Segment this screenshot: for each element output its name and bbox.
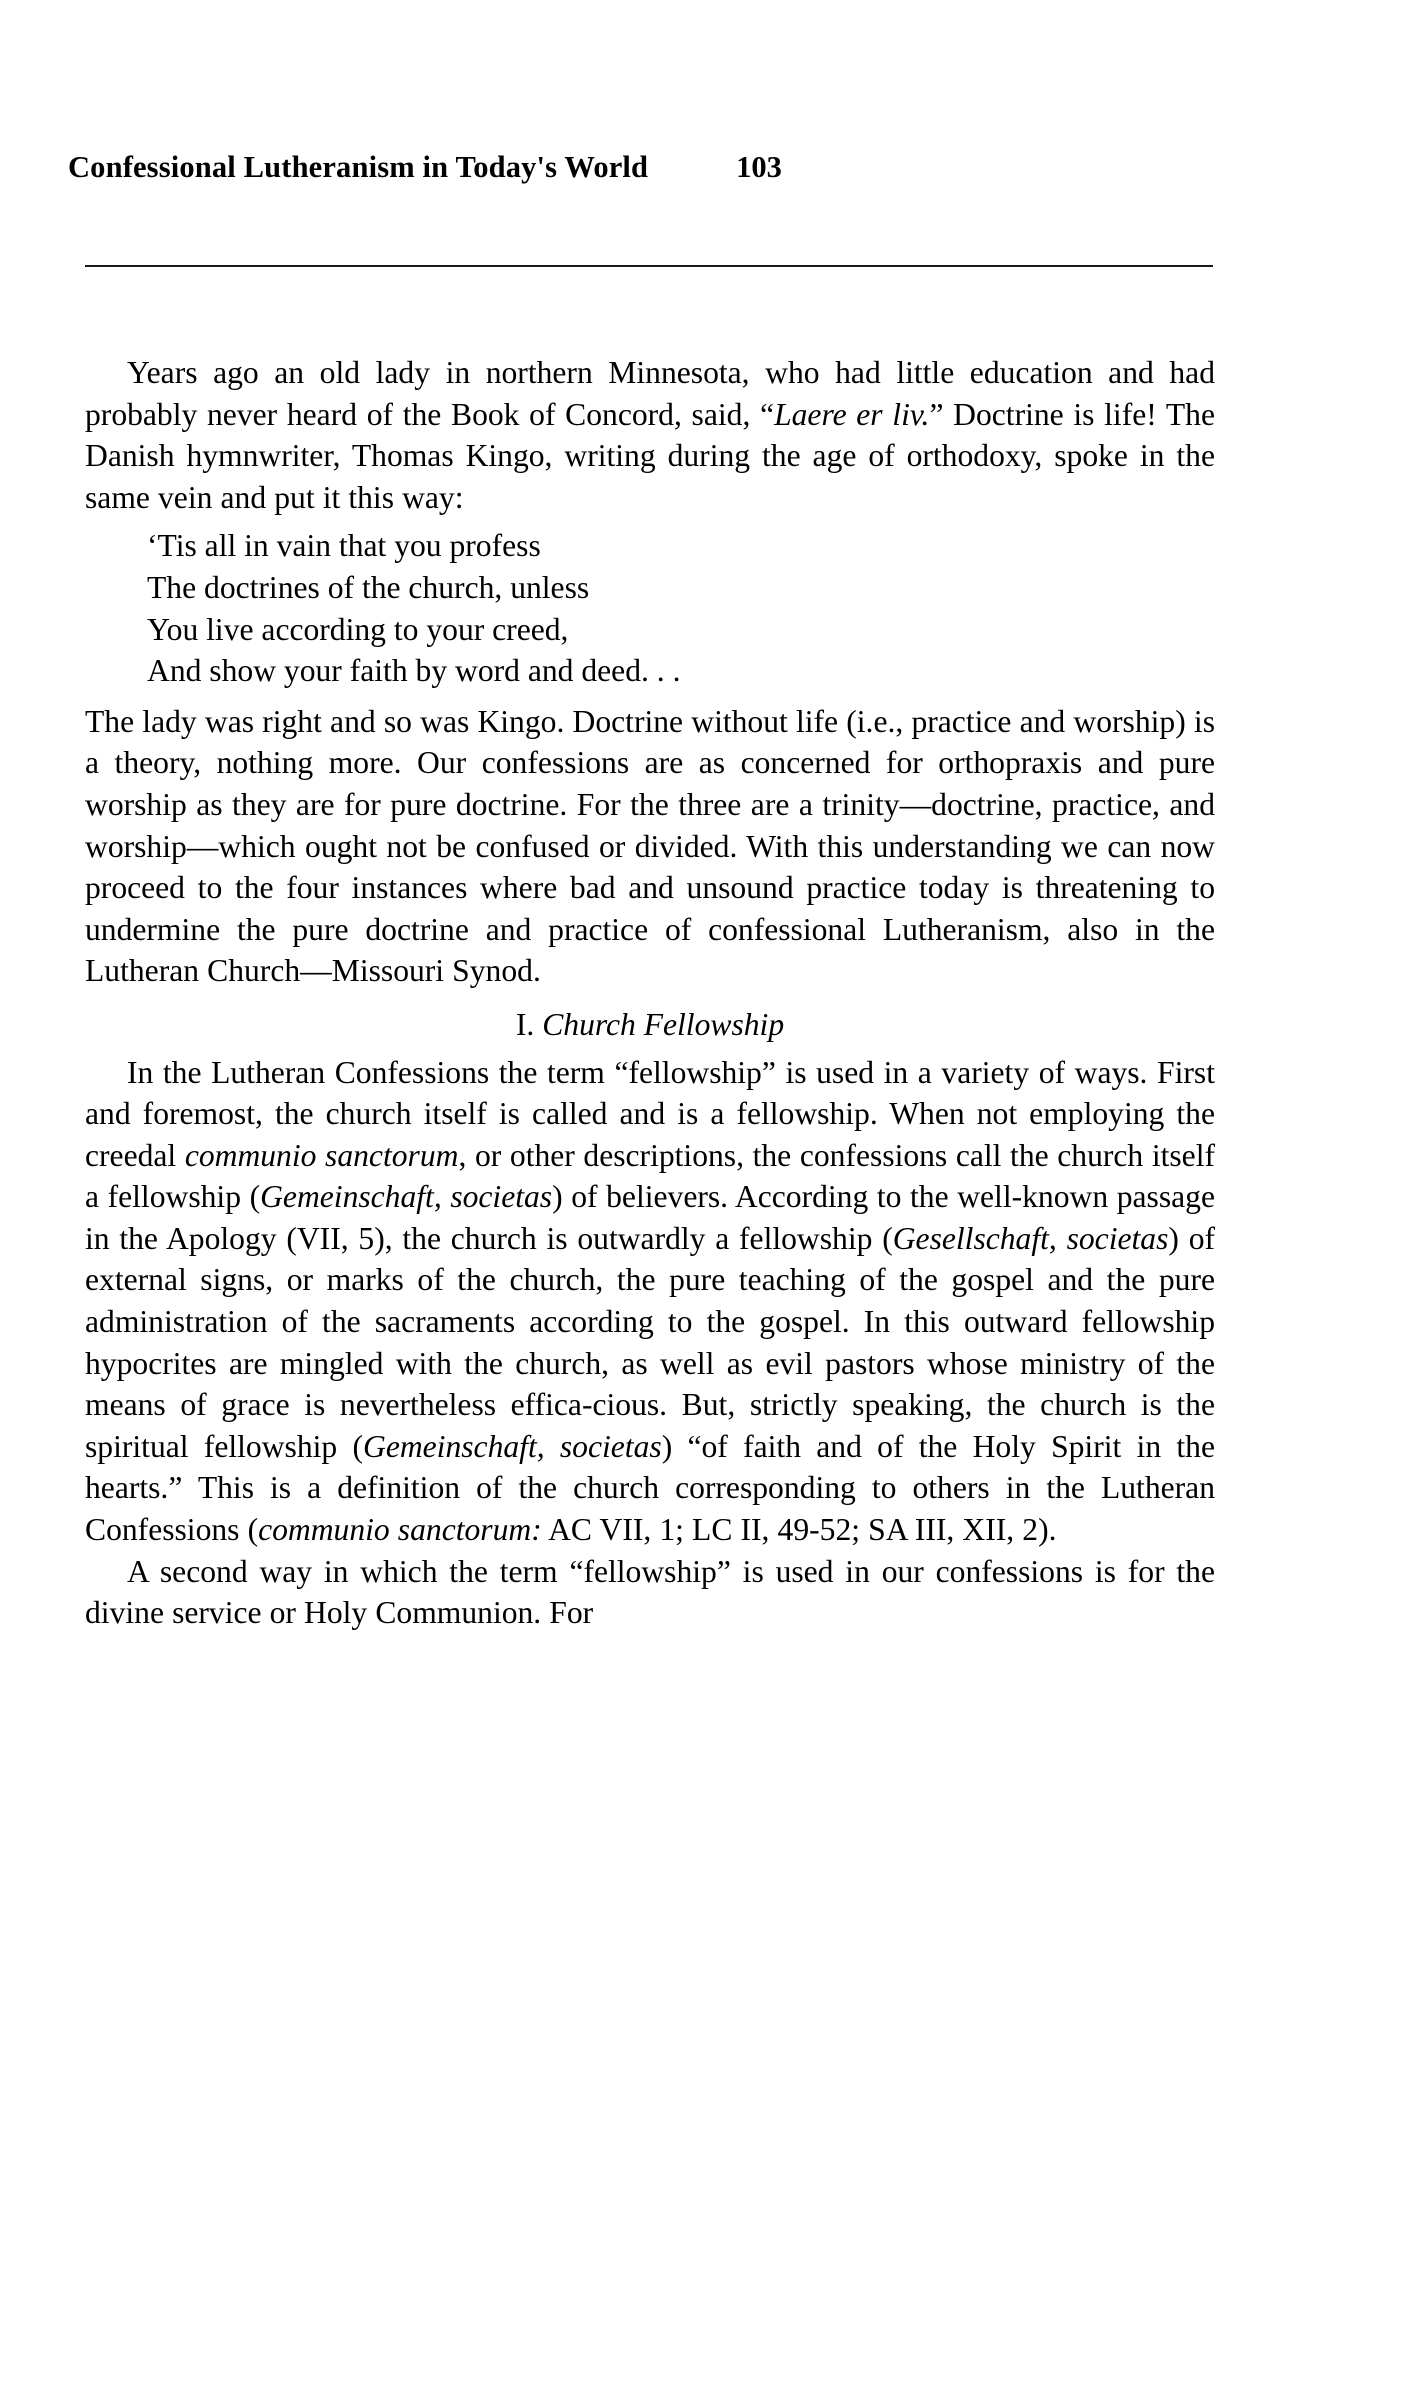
- verse-block: [85, 525, 1215, 691]
- latin-communio-sanctorum-2: communio sanctorum:: [258, 1512, 542, 1548]
- latin-communio-sanctorum-1: communio sanctorum: [184, 1137, 459, 1173]
- header-divider-rule: [85, 265, 1213, 267]
- paragraph-fellowship-definition: [85, 1052, 1215, 1551]
- running-head: [0, 0, 1412, 270]
- page-body: [85, 352, 1215, 1634]
- section-number: I.: [515, 1006, 535, 1042]
- german-gesellschaft-societas: Gesellschaft, societas: [892, 1220, 1169, 1256]
- danish-phrase-italic: Laere er liv.: [774, 396, 930, 432]
- section-title: Church Fellowship: [542, 1006, 785, 1042]
- german-gemeinschaft-societas-1: Gemeinschaft, societas: [260, 1179, 553, 1215]
- german-gemeinschaft-societas-2: Gemeinschaft, societas: [363, 1428, 662, 1464]
- paragraph-opening: [85, 352, 1215, 518]
- fellowship-text-3: ) of believers. According to the well-known passage in the Apology (VII, 5), the church is outwardly a fellowship (: [85, 1179, 1215, 1256]
- paragraph-opening-text-2: ” Doctrine is life! The Danish hymnwriter, Thomas Kingo, writing during the age of orthodoxy, spoke in the same vein and put it this way:: [85, 396, 1215, 515]
- fellowship-text-1: In the Lutheran Confessions the term “fellowship” is used in a variety of ways. First and foremost, the church itself is called and is a fellowship. When not employing the creedal: [85, 1054, 1215, 1173]
- verse-line: And show your faith by word and deed. . .: [147, 653, 681, 689]
- paragraph-opening-text-1: Years ago an old lady in northern Minnesota, who had little education and had probably never heard of the Book of Concord, said, “: [85, 355, 1215, 432]
- paragraph-lady-was-right: The lady was right and so was Kingo. Doctrine without life (i.e., practice and worship) is a theory, nothing more. Our confessions are as concerned for orthopraxis and pure worship as they are for pure doctrine. For the three are a trinity—doctrine, practice, and worship—which ought not be confused or divided. With this understanding we can now proceed to the four instances where bad and unsound practice today is threatening to undermine the pure doctrine and practice of confessional Lutheranism, also in the Lutheran Church—Missouri Synod.: [85, 703, 1215, 989]
- verse-line: You live according to your creed,: [147, 611, 569, 647]
- paragraph-second-way: A second way in which the term “fellowship” is used in our confessions is for the divine service or Holy Communion. For: [85, 1553, 1215, 1631]
- verse-line: ‘Tis all in vain that you profess: [147, 528, 541, 564]
- fellowship-text-2: , or other descriptions, the confessions call the church itself a fellowship (: [85, 1137, 1216, 1215]
- fellowship-text-5: ) “of faith and of the Holy Spirit in the hearts.” This is a definition of the church corresponding to others in the Lutheran Confessions (: [85, 1428, 1216, 1548]
- fellowship-text-4: ) of external signs, or marks of the church, the pure teaching of the gospel and the pure administration of the sacraments according to the gospel. In this outward fellowship hypocrites are mingled with the church, as well as evil pastors whose ministry of the means of grace is nevertheless effica-cious. But, strictly speaking, the church is the spiritual fellowship (: [85, 1220, 1216, 1464]
- verse-line: The doctrines of the church, unless: [147, 569, 590, 605]
- confession-citations: AC VII, 1; LC II, 49-52; SA III, XII, 2).: [541, 1512, 1057, 1548]
- page-number: 103: [736, 150, 782, 184]
- section-heading: [85, 1004, 1215, 1046]
- running-head-title: Confessional Lutheranism in Today's World: [68, 150, 649, 184]
